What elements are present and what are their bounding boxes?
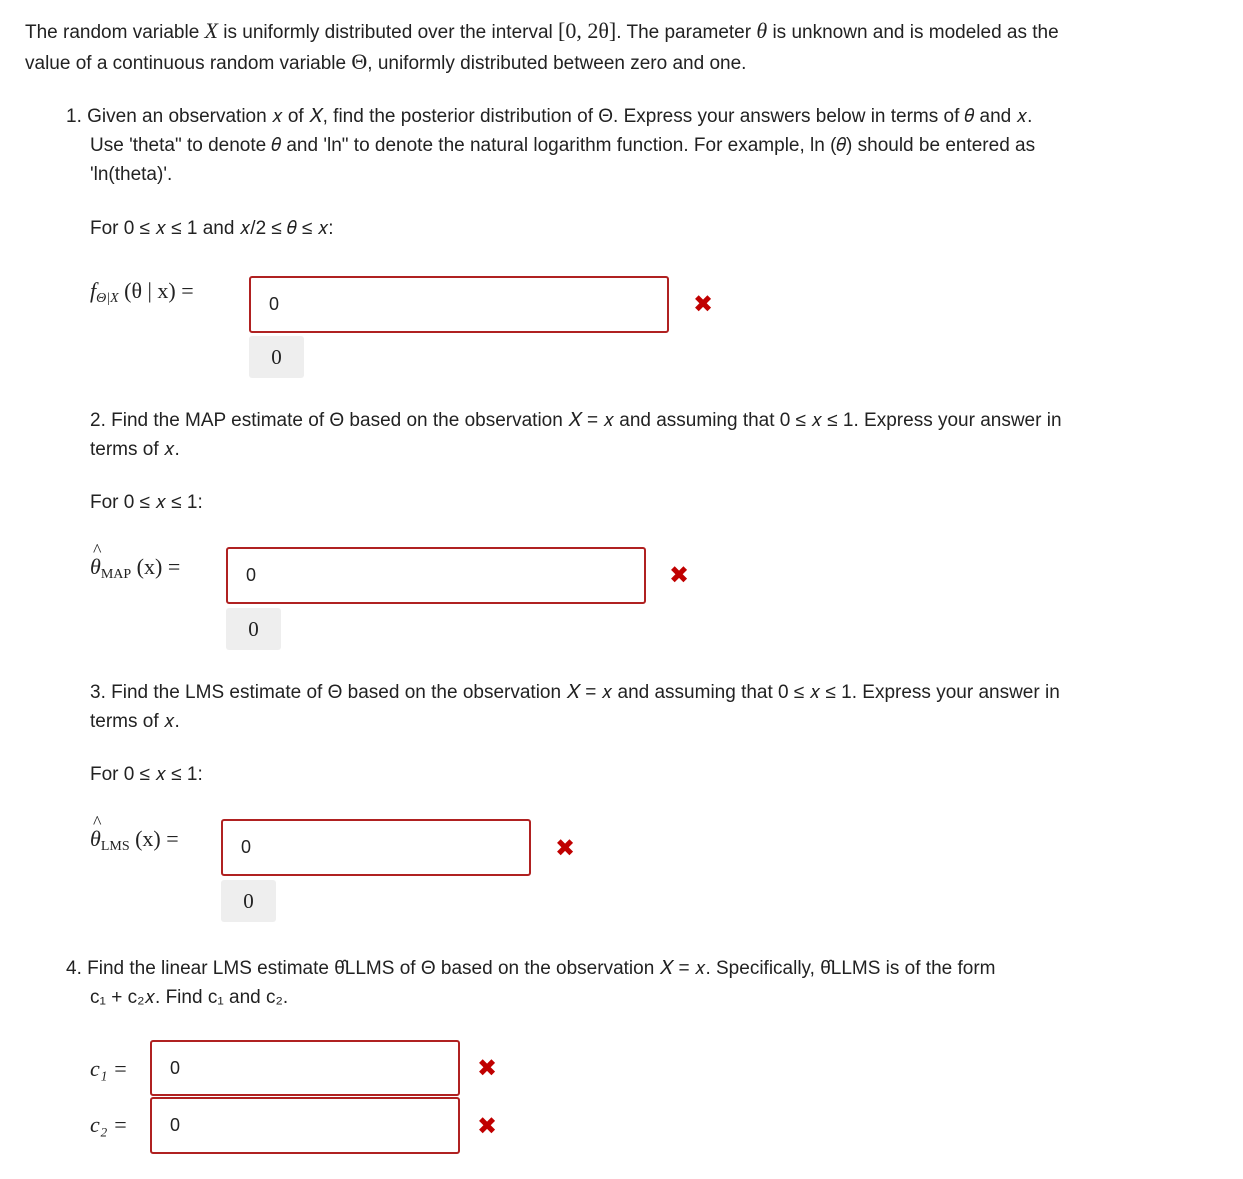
q2-label: ^ $\theta_{MAP}$ (x) =	[90, 554, 180, 583]
q3-label: ^ $\theta_{LMS}$ (x) =	[90, 826, 179, 855]
q1-preview: 0	[249, 336, 304, 378]
intro-text: The random variable X is uniformly distributed over the interval [0, 2θ]. The parameter θ is unknown and is modeled as the value of a continuous random variable Θ, uniformly distributed between zero and one.	[25, 18, 1059, 74]
q2-text: 2. Find the MAP estimate of Θ based on the observation 𝑋 = 𝑥 and assuming that 0 ≤ 𝑥 ≤ 1. Express your answer in terms of 𝑥.	[90, 410, 1062, 460]
c1-incorrect-icon: ✖	[477, 1054, 498, 1082]
c2-input[interactable]: 0	[150, 1097, 460, 1154]
q1-text: 1. Given an observation 𝑥 of 𝑋, find the posterior distribution of Θ. Express your answers below in terms of 𝜃 and 𝑥. Use 'theta" to denote 𝜃 and 'ln" to denote the natural logarithm function. For example, ln (𝜃) should be entered as 'ln(theta)'.	[66, 106, 1036, 185]
q3-answer-input[interactable]: 0	[221, 819, 531, 876]
interval: [0, 2θ]	[558, 18, 617, 43]
c2-incorrect-icon: ✖	[477, 1112, 498, 1140]
c1-label: c₁ =	[90, 1056, 128, 1081]
q2-answer-input[interactable]: 0	[226, 547, 646, 604]
q3-text: 3. Find the LMS estimate of Θ based on the observation 𝑋 = 𝑥 and assuming that 0 ≤ 𝑥 ≤ 1. Express your answer in terms of 𝑥.	[90, 682, 1060, 732]
q1-incorrect-icon: ✖	[693, 290, 714, 318]
var-x: X	[204, 18, 218, 43]
c2-label: c₂ =	[90, 1112, 128, 1137]
q1-label: $f_{\Theta|X}$ (θ | x) =	[90, 278, 194, 306]
q3-condition: For 0 ≤ 𝑥 ≤ 1:	[90, 764, 203, 785]
q2-incorrect-icon: ✖	[669, 561, 690, 589]
q4-text: 4. Find the linear LMS estimate θ̂LLMS of Θ based on the observation 𝑋 = 𝑥. Specifically, θ̂LLMS is of the form c₁ + c₂𝑥. Find c₁ and c₂.	[66, 958, 996, 1008]
q2-condition: For 0 ≤ 𝑥 ≤ 1:	[90, 492, 203, 513]
q3-incorrect-icon: ✖	[555, 834, 576, 862]
q1-condition: For 0 ≤ 𝑥 ≤ 1 and 𝑥/2 ≤ 𝜃 ≤ 𝑥:	[90, 218, 334, 239]
q2-preview: 0	[226, 608, 281, 650]
c1-input[interactable]: 0	[150, 1040, 460, 1096]
q3-preview: 0	[221, 880, 276, 922]
q1-answer-input[interactable]: 0	[249, 276, 669, 333]
